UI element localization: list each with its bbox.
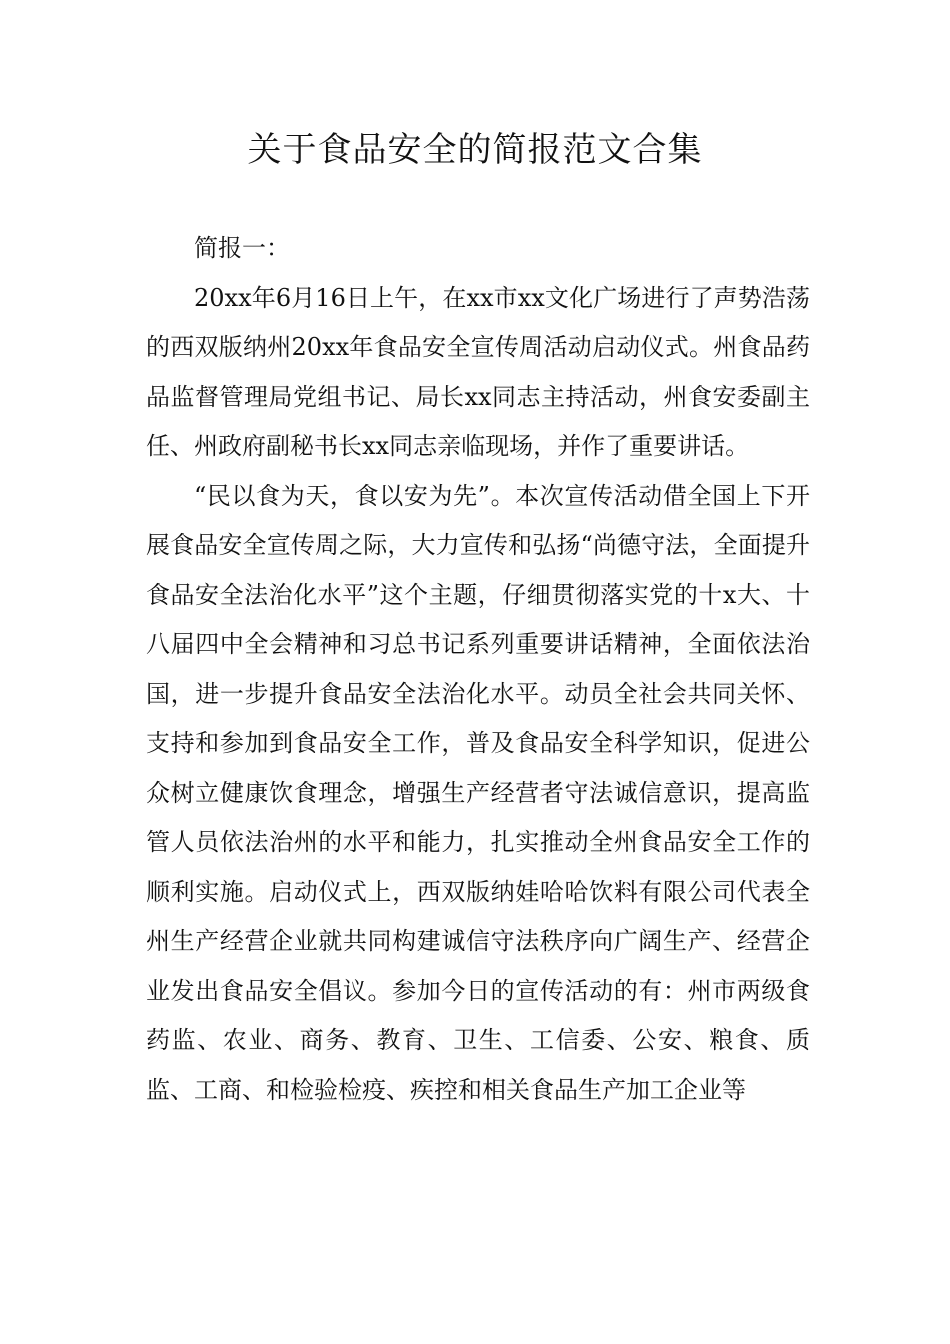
- document-body: [146, 224, 810, 1115]
- section-heading: 简报一：: [194, 234, 290, 262]
- body-paragraph: 20xx年6月16日上午，在xx市xx文化广场进行了声势浩荡的西双版纳州20xx年食品安全宣传周活动启动仪式。州食品药品监督管理局党组书记、局长xx同志主持活动，州食安委副主任、州政府副秘书长xx同志亲临现场，并作了重要讲话。: [146, 283, 810, 460]
- document-title: 关于食品安全的简报范文合集: [247, 130, 703, 170]
- body-paragraph: “民以食为天，食以安为先”。本次宣传活动借全国上下开展食品安全宣传周之际，大力宣传和弘扬“尚德守法，全面提升食品安全法治化水平”这个主题，仔细贯彻落实党的十x大、十八届四中全会精神和习总书记系列重要讲话精神，全面依法治国，进一步提升食品安全法治化水平。动员全社会共同关怀、支持和参加到食品安全工作，普及食品安全科学知识，促进公众树立健康饮食理念，增强生产经营者守法诚信意识，提高监管人员依法治州的水平和能力，扎实推动全州食品安全工作的顺利实施。启动仪式上，西双版纳娃哈哈饮料有限公司代表全州生产经营企业就共同构建诚信守法秩序向广阔生产、经营企业发出食品安全倡议。参加今日的宣传活动的有：州市两级食药监、农业、商务、教育、卫生、工信委、公安、粮食、质监、工商、和检验检疫、疾控和相关食品生产加工企业等: [146, 481, 810, 1104]
